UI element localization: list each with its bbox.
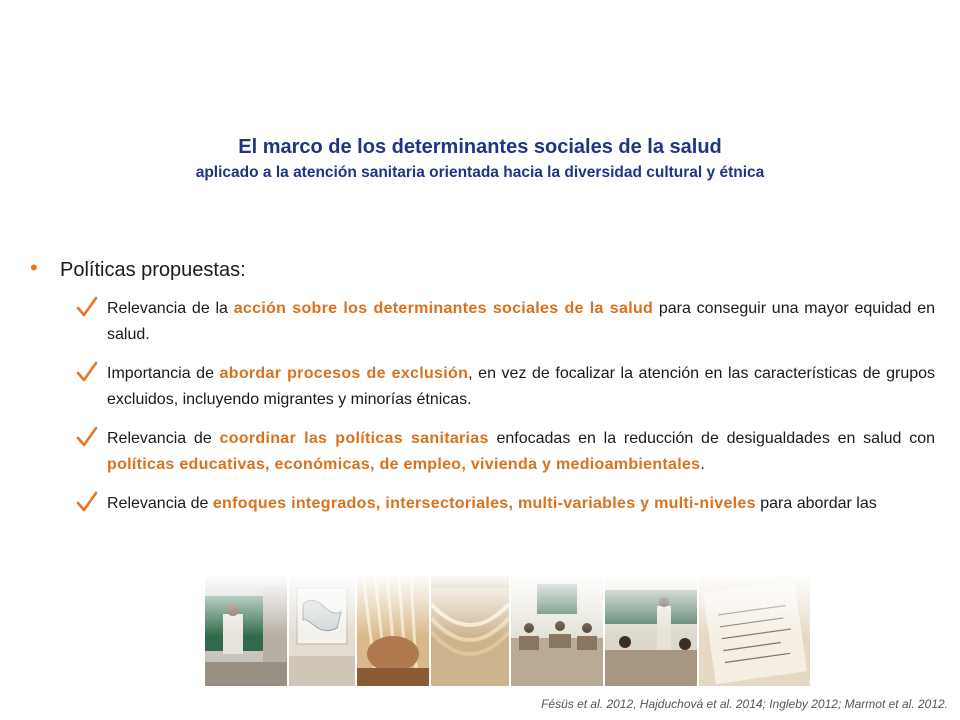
item-text: enfocadas en la reducción de desigualdades en salud con — [488, 430, 936, 447]
item-highlight: enfoques integrados, intersectoriales, multi-variables y multi-niveles — [212, 495, 756, 512]
bullet-dot-icon: • — [30, 255, 38, 280]
item-highlight: políticas educativas, económicas, de empleo, vivienda y medioambientales — [107, 456, 701, 473]
list-item — [75, 361, 935, 413]
item-text: Importancia de — [107, 365, 220, 382]
citation: Fésüs et al. 2012, Hajduchová et al. 2014; Ingleby 2012; Marmot et al. 2012. — [541, 697, 948, 711]
check-mark-icon — [75, 361, 99, 385]
photo-classroom-teacher — [205, 576, 287, 686]
photo-hands-textile — [357, 576, 429, 686]
item-text: Relevancia de la — [107, 300, 234, 317]
item-text: , en vez de focalizar la atención en las características de grupos excluidos, incluyendo migrantes y minorías étnicas. — [107, 365, 936, 408]
list-item — [75, 296, 935, 348]
check-mark-icon — [75, 491, 99, 515]
photo-written-notes — [699, 576, 810, 686]
check-mark-icon — [75, 426, 99, 450]
item-text: para conseguir una mayor equidad en salud. — [107, 300, 936, 343]
item-highlight: acción sobre los determinantes sociales de la salud — [233, 300, 654, 317]
policy-list — [75, 296, 935, 530]
check-mark-icon — [75, 296, 99, 320]
photo-wall-map — [289, 576, 355, 686]
item-highlight: abordar procesos de exclusión — [219, 365, 469, 382]
slide-subtitle: aplicado a la atención sanitaria orientada hacia la diversidad cultural y étnica — [195, 164, 765, 181]
slide-title: El marco de los determinantes sociales de la salud — [238, 136, 722, 158]
item-text: . — [700, 456, 705, 473]
photo-classroom-teacher-board — [605, 576, 697, 686]
item-highlight: coordinar las políticas sanitarias — [219, 430, 489, 447]
item-text: para abordar las — [755, 495, 877, 512]
photo-hammock — [431, 576, 509, 686]
photo-strip — [205, 576, 810, 686]
item-text: Relevancia de — [107, 430, 220, 447]
section-heading: Políticas propuestas: — [60, 259, 246, 281]
item-text: Relevancia de — [107, 495, 213, 512]
list-item — [75, 426, 935, 478]
photo-classroom-students — [511, 576, 603, 686]
slide-header — [0, 134, 960, 184]
list-item — [75, 491, 935, 517]
